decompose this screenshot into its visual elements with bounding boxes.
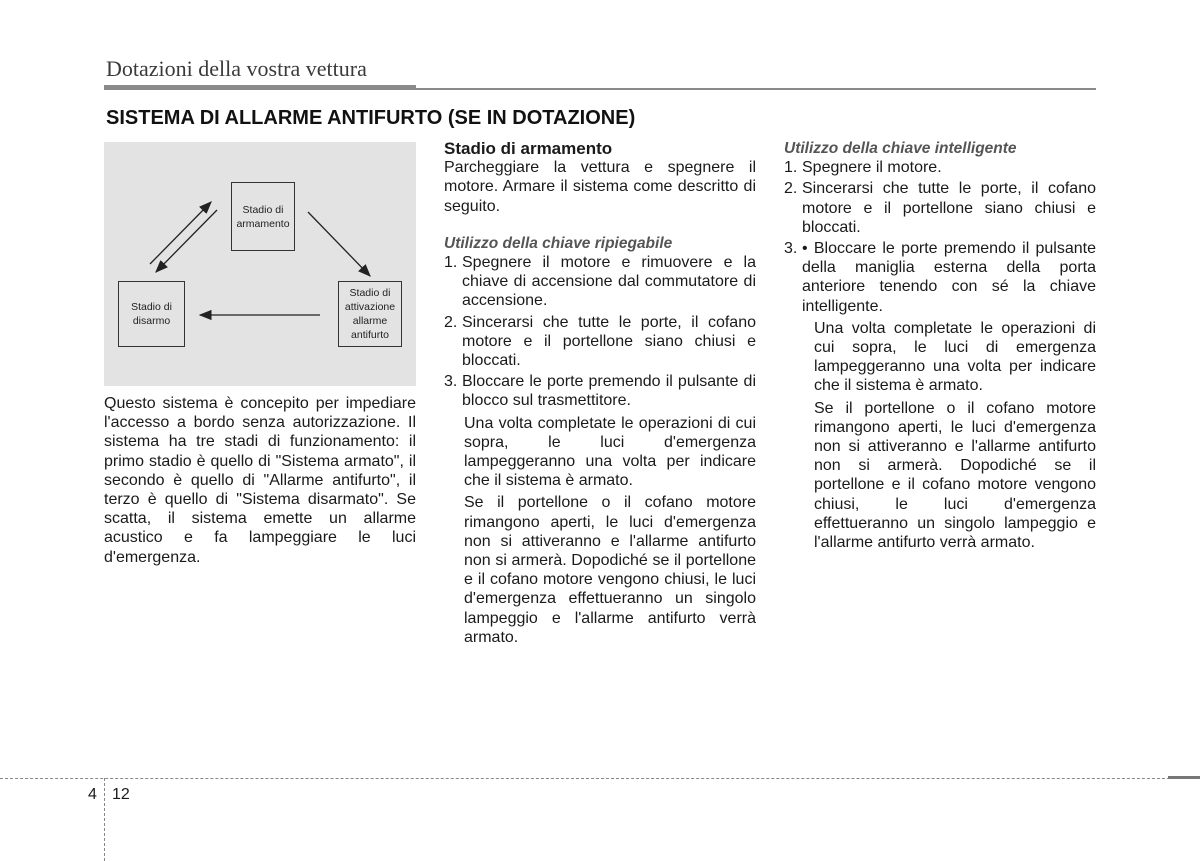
- chapter-number: 4: [88, 786, 97, 803]
- list-item: [444, 313, 756, 371]
- list-number: 2.: [784, 180, 798, 198]
- list-text: Spegnere il motore.: [802, 159, 942, 177]
- note-paragraph: Se il portellone o il cofano motore rimangono aperti, le luci d'emergenza non si attiveranno e l'allarme antifurto non si armerà. Dopodiché se il portellone e il cofano motore vengono chiusi, le luci d'emergenza effettueranno un singolo lampeggio e l'allarme antifurto verrà armato.: [814, 399, 1096, 552]
- list-text: Sincerarsi che tutte le porte, il cofano motore e il portellone siano chiusi e bloccati.: [462, 313, 756, 370]
- arrow-arm-to-alarm: [308, 212, 370, 276]
- middle-column: [444, 139, 756, 647]
- list-text: Spegnere il motore e rimuovere e la chiave di accensione dal commutatore di accensione.: [462, 254, 756, 310]
- diagram-arrows: [104, 142, 416, 386]
- list-number: 3.: [784, 240, 798, 258]
- page-number: 12: [112, 786, 130, 803]
- list-item: [784, 158, 1096, 177]
- smart-key-subheading: Utilizzo della chiave intelligente: [784, 140, 1017, 157]
- note-paragraph: Se il portellone o il cofano motore rimangono aperti, le luci d'emergenza non si attiveranno e l'allarme antifurto non si armerà. Dopodiché se il portellone e il cofano motore vengono chiusi, le luci d'emergenza effettueranno un singolo lampeggio e l'allarme antifurto verrà armato.: [464, 494, 756, 646]
- header-rule: [104, 85, 416, 90]
- alarm-stage-label: Stadio di attivazione allarme antifurto: [344, 287, 396, 341]
- armed-stage-box: [231, 182, 295, 251]
- armed-stage-label: Stadio di armamento: [236, 203, 290, 230]
- folding-key-subheading: Utilizzo della chiave ripiegabile: [444, 234, 673, 252]
- running-header: Dotazioni della vostra vettura: [106, 56, 367, 81]
- arrow-arm-to-disarm: [156, 210, 217, 272]
- header-rule-thin: [416, 88, 1096, 90]
- list-item: [444, 253, 756, 311]
- alarm-stages-diagram: [104, 142, 416, 386]
- intro-paragraph: Questo sistema è concepito per impediare l'accesso a bordo senza autorizzazione. Il sistema ha tre stadi di funzionamento: il primo stadio è quello di "Sistema armato", il secondo è quello di "Allarme antifurto", il terzo è quello di "Sistema disarmato". Se scatta, il sistema emette un allarme acustico e fa lampeggiare le luci d'emergenza.: [104, 395, 416, 566]
- list-text: Bloccare le porte premendo il pulsante di blocco sul trasmettitore.: [462, 373, 756, 410]
- right-column: [784, 139, 1096, 552]
- list-item: [784, 239, 1096, 316]
- list-number: 3.: [444, 373, 458, 391]
- arming-heading: Stadio di armamento: [444, 139, 613, 158]
- list-item: [784, 179, 1096, 237]
- arrow-disarm-to-arm: [150, 202, 211, 264]
- list-text: • Bloccare le porte premendo il pulsante della maniglia esterna della porta anteriore tenendo con sé la chiave intelligente.: [802, 240, 1096, 315]
- list-item: [444, 372, 756, 410]
- list-text: Sincerarsi che tutte le porte, il cofano motore e il portellone siano chiusi e bloccati.: [802, 180, 1096, 236]
- list-number: 1.: [444, 254, 458, 272]
- disarmed-stage-box: [118, 281, 185, 347]
- footer-vertical-rule: [104, 778, 105, 861]
- note-paragraph: Una volta completate le operazioni di cui sopra, le luci d'emergenza lampeggeranno una volta per indicare che il sistema è armato.: [464, 414, 756, 490]
- left-column: [104, 394, 416, 567]
- list-number: 2.: [444, 313, 458, 331]
- section-title: SISTEMA DI ALLARME ANTIFURTO (SE IN DOTAZIONE): [106, 107, 636, 129]
- list-number: 1.: [784, 159, 798, 177]
- alarm-stage-box: [338, 281, 402, 347]
- footer-rule: [0, 778, 1200, 779]
- footer-bar: [1168, 776, 1200, 779]
- arming-intro: Parcheggiare la vettura e spegnere il motore. Armare il sistema come descritto di seguito.: [444, 159, 756, 215]
- disarmed-stage-label: Stadio di disarmo: [131, 301, 172, 327]
- note-paragraph: Una volta completate le operazioni di cui sopra, le luci di emergenza lampeggeranno una volta per indicare che il sistema è armato.: [814, 319, 1096, 395]
